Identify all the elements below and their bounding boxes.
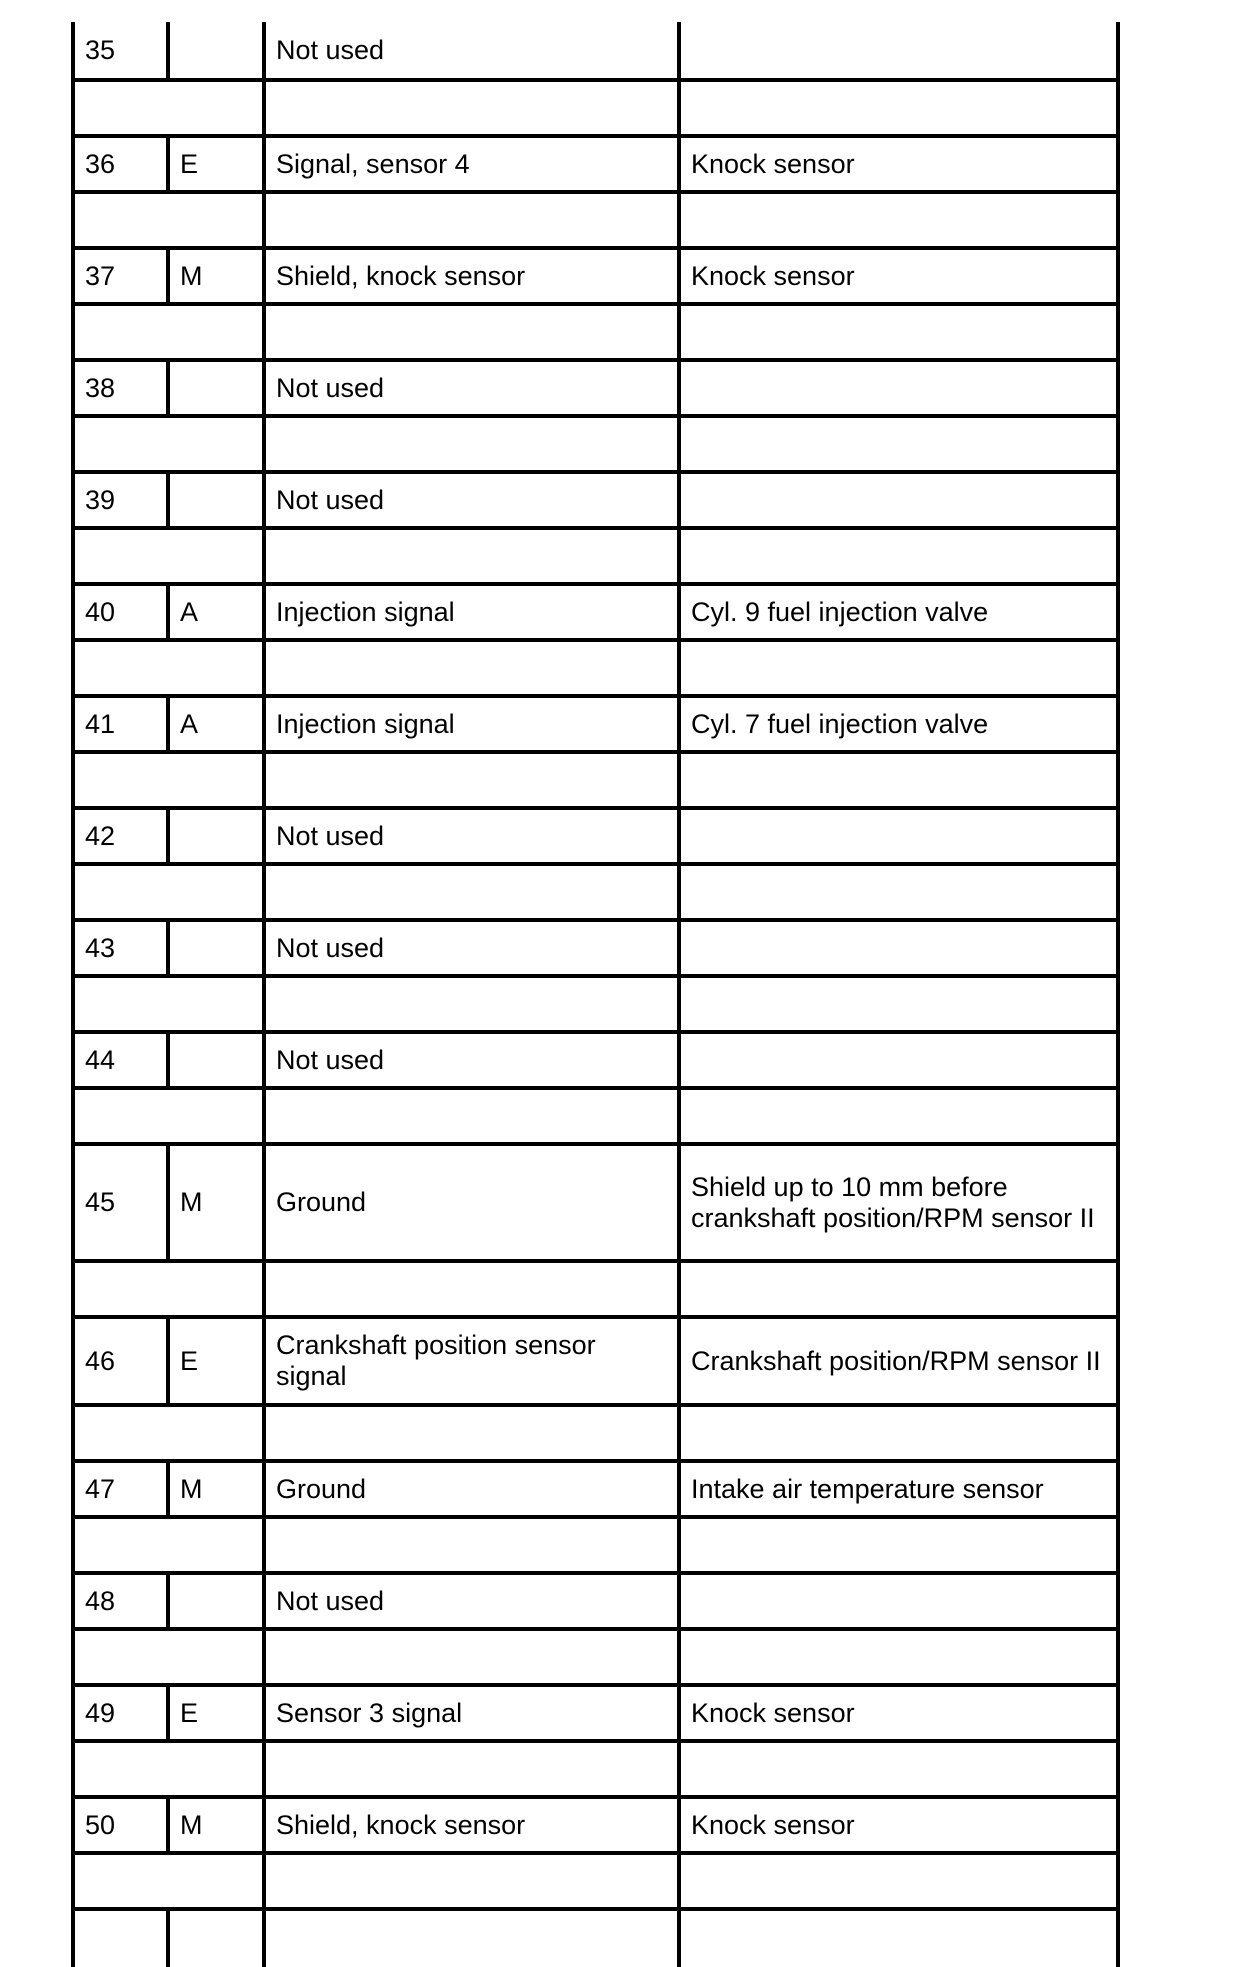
pin-function: Not used (264, 808, 679, 864)
pin-number: 49 (73, 1685, 168, 1741)
pin-number: 42 (73, 808, 168, 864)
table-row (73, 584, 1118, 640)
pin-function: Injection signal (264, 696, 679, 752)
spacer-cell (73, 80, 264, 136)
spacer-cell (73, 976, 264, 1032)
spacer-cell (264, 640, 679, 696)
pin-function: Not used (264, 22, 679, 80)
pin-component: Intake air temperature sensor (679, 1461, 1118, 1517)
spacer-cell (679, 192, 1118, 248)
pin-number: 40 (73, 584, 168, 640)
pin-function: Shield, knock sensor (264, 1797, 679, 1853)
pin-component: Knock sensor (679, 1797, 1118, 1853)
spacer-cell (679, 864, 1118, 920)
pin-component (679, 1573, 1118, 1629)
pin-number: 46 (73, 1317, 168, 1405)
signal-type: A (168, 584, 264, 640)
pin-function: Sensor 3 signal (264, 1685, 679, 1741)
table-row (73, 1573, 1118, 1629)
spacer-row (73, 976, 1118, 1032)
spacer-cell (264, 1853, 679, 1909)
spacer-cell (73, 1517, 264, 1573)
pin-component (679, 360, 1118, 416)
pin-number: 50 (73, 1797, 168, 1853)
spacer-cell (73, 304, 264, 360)
pin-number: 47 (73, 1461, 168, 1517)
pin-number: 41 (73, 696, 168, 752)
table-row (73, 808, 1118, 864)
signal-type: E (168, 1317, 264, 1405)
spacer-cell (679, 1261, 1118, 1317)
pin-number: 45 (73, 1144, 168, 1261)
signal-type: E (168, 1685, 264, 1741)
spacer-cell (264, 304, 679, 360)
table-row (73, 920, 1118, 976)
pin-function: Not used (264, 1573, 679, 1629)
spacer-cell (679, 416, 1118, 472)
spacer-row (73, 640, 1118, 696)
spacer-cell (264, 1405, 679, 1461)
table-row (73, 696, 1118, 752)
spacer-cell (679, 976, 1118, 1032)
pin-function: Not used (264, 920, 679, 976)
spacer-cell (73, 1629, 264, 1685)
spacer-row (73, 1261, 1118, 1317)
signal-type (168, 472, 264, 528)
spacer-cell (73, 640, 264, 696)
pin-function: Not used (264, 472, 679, 528)
spacer-cell (264, 1909, 679, 1967)
spacer-cell (679, 640, 1118, 696)
pin-number: 37 (73, 248, 168, 304)
table-row (73, 136, 1118, 192)
table-row (73, 22, 1118, 80)
spacer-cell (73, 192, 264, 248)
spacer-cell (679, 1741, 1118, 1797)
spacer-cell (264, 1629, 679, 1685)
spacer-cell (679, 1517, 1118, 1573)
pin-number: 48 (73, 1573, 168, 1629)
pin-component (679, 920, 1118, 976)
pin-function: Shield, knock sensor (264, 248, 679, 304)
spacer-cell (679, 1088, 1118, 1144)
signal-type: M (168, 1461, 264, 1517)
spacer-cell (264, 976, 679, 1032)
spacer-cell (168, 1909, 264, 1967)
spacer-row (73, 192, 1118, 248)
signal-type: E (168, 136, 264, 192)
pin-assignment-table (71, 22, 1120, 1967)
pin-function: Signal, sensor 4 (264, 136, 679, 192)
pin-table-body (73, 22, 1118, 1967)
spacer-row (73, 80, 1118, 136)
spacer-row (73, 1517, 1118, 1573)
spacer-cell (264, 80, 679, 136)
pin-component: Knock sensor (679, 1685, 1118, 1741)
spacer-cell (679, 1853, 1118, 1909)
table-row (73, 360, 1118, 416)
pin-component: Knock sensor (679, 136, 1118, 192)
signal-type (168, 360, 264, 416)
table-row (73, 248, 1118, 304)
spacer-cell (679, 1405, 1118, 1461)
spacer-cell (679, 1629, 1118, 1685)
signal-type (168, 1032, 264, 1088)
spacer-row (73, 752, 1118, 808)
pin-number: 35 (73, 22, 168, 80)
pin-function: Injection signal (264, 584, 679, 640)
spacer-cell (73, 752, 264, 808)
spacer-cell (679, 304, 1118, 360)
signal-type (168, 808, 264, 864)
pin-function: Not used (264, 360, 679, 416)
signal-type: M (168, 1144, 264, 1261)
pin-component (679, 472, 1118, 528)
spacer-cell (73, 1741, 264, 1797)
spacer-cell (264, 752, 679, 808)
pin-component (679, 808, 1118, 864)
spacer-cell (73, 1909, 168, 1967)
spacer-row (73, 416, 1118, 472)
spacer-cell (264, 864, 679, 920)
spacer-cell (73, 1853, 264, 1909)
spacer-cell (264, 416, 679, 472)
spacer-cell (679, 1909, 1118, 1967)
table-row (73, 1144, 1118, 1261)
pin-function: Ground (264, 1461, 679, 1517)
pin-component: Cyl. 9 fuel injection valve (679, 584, 1118, 640)
pin-function: Ground (264, 1144, 679, 1261)
pin-number: 39 (73, 472, 168, 528)
spacer-row (73, 1741, 1118, 1797)
table-row (73, 1797, 1118, 1853)
spacer-cell (264, 1517, 679, 1573)
spacer-cell (679, 528, 1118, 584)
table-row (73, 1685, 1118, 1741)
pin-number: 36 (73, 136, 168, 192)
spacer-row (73, 1088, 1118, 1144)
spacer-cell (73, 864, 264, 920)
table-row (73, 1461, 1118, 1517)
pin-component: Cyl. 7 fuel injection valve (679, 696, 1118, 752)
spacer-cell (264, 192, 679, 248)
pin-component: Shield up to 10 mm before crankshaft position/RPM sensor II (679, 1144, 1118, 1261)
signal-type (168, 1573, 264, 1629)
signal-type: M (168, 248, 264, 304)
spacer-row (73, 1853, 1118, 1909)
signal-type (168, 22, 264, 80)
spacer-cell (264, 1741, 679, 1797)
spacer-row (73, 1405, 1118, 1461)
pin-function: Crankshaft position sensor signal (264, 1317, 679, 1405)
spacer-cell (73, 1405, 264, 1461)
spacer-cell (679, 752, 1118, 808)
spacer-cell (73, 1261, 264, 1317)
spacer-cell (73, 1088, 264, 1144)
pin-component: Crankshaft position/RPM sensor II (679, 1317, 1118, 1405)
signal-type (168, 920, 264, 976)
spacer-cell (679, 80, 1118, 136)
spacer-cell (264, 1088, 679, 1144)
spacer-row (73, 1629, 1118, 1685)
signal-type: M (168, 1797, 264, 1853)
pin-component (679, 22, 1118, 80)
signal-type: A (168, 696, 264, 752)
table-row (73, 1317, 1118, 1405)
pin-number: 43 (73, 920, 168, 976)
spacer-cell (264, 1261, 679, 1317)
spacer-cell (264, 528, 679, 584)
spacer-cell (73, 416, 264, 472)
spacer-row (73, 864, 1118, 920)
spacer-row (73, 528, 1118, 584)
pin-component: Knock sensor (679, 248, 1118, 304)
table-row (73, 472, 1118, 528)
table-row (73, 1032, 1118, 1088)
pin-function: Not used (264, 1032, 679, 1088)
spacer-row (73, 1909, 1118, 1967)
spacer-cell (73, 528, 264, 584)
pin-number: 44 (73, 1032, 168, 1088)
spacer-row (73, 304, 1118, 360)
pin-component (679, 1032, 1118, 1088)
pin-number: 38 (73, 360, 168, 416)
